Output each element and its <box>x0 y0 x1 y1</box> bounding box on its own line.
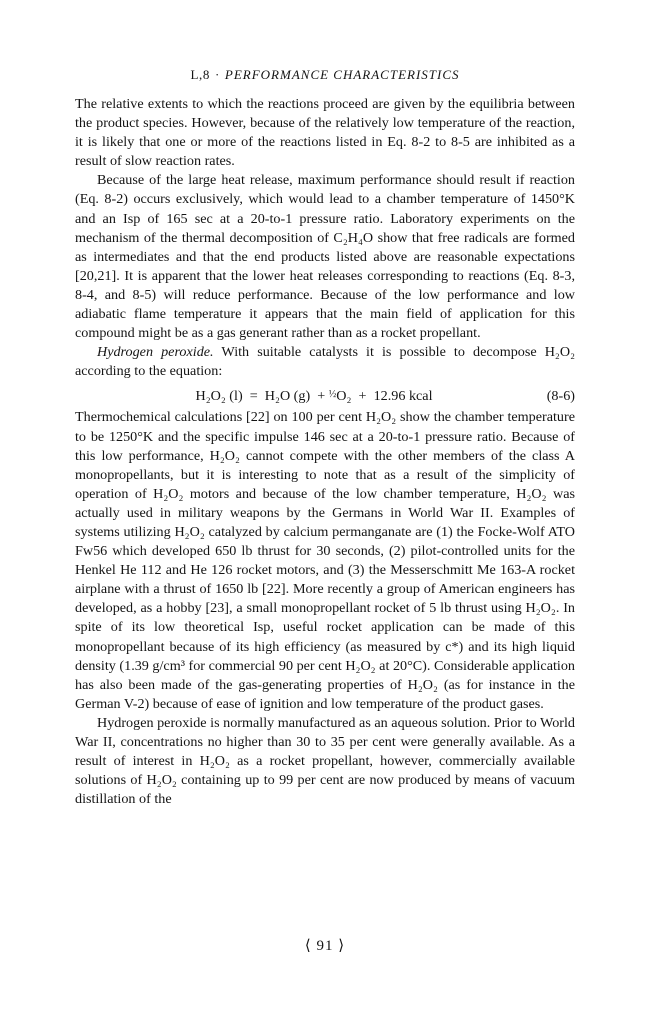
section-run-in-heading: Hydrogen peroxide. <box>97 344 214 361</box>
equation-energy: 12.96 kcal <box>373 388 433 405</box>
paragraph-thermochemical: Thermochemical calculations [22] on 100 per cent H₂O₂ show the chamber temperature to be 1250°K and the specific impulse 146 sec at a 20-to-1 pressure ratio. Because of this low performance, H₂O₂ cannot compete with the other members of the class A monopropellants, but it is interesting to note that as a result of the simplicity of operation of H₂O₂ motors and because of the low chamber temperature, H₂O₂ was actually used in military weapons by the Germans in World War II. Examples of systems utilizing H₂O₂ catalyzed by calcium permanganate are (1) the Focke-Wolf ATO Fw56 which developed 650 lb thrust for 30 seconds, (2) pilot-controlled units for the Henkel He 112 and He 126 rocket motors, and (3) the Messerschmitt Me 163-A rocket airplane with a thrust of 1650 lb [22]. More recently a group of American engineers has developed, as a hobby [23], a small monopropellant rocket of 5 lb thrust using H₂O₂. In spite of its low theoretical Isp, useful rocket application can be made of this monopropellant because of its high efficiency (as measured by c*) and its high liquid density (1.39 g/cm³ for commercial 90 per cent H₂O₂ at 20°C). Considerable application has also been made of the gas-generating properties of H₂O₂ (as for instance in the German V-2) because of ease of ignition and low temperature of the product gases. <box>75 409 575 712</box>
equation-half-fraction: ½ <box>328 389 337 401</box>
paragraph-manufacture: Hydrogen peroxide is normally manufactured as an aqueous solution. Prior to World War II, concentrations no higher than 30 to 35 per cent were generally available. As a result of interest in H₂O₂ as a rocket propellant, however, commercially available solutions of H₂O₂ containing up to 99 per cent are now produced by means of vacuum distillation of the <box>75 714 575 808</box>
header-separator: · <box>214 67 220 82</box>
paragraph-equilibria: The relative extents to which the reactions proceed are given by the equilibria between the product species. However, because of the relatively low temperature of the reaction, it is likely that one or more of the reactions listed in Eq. 8-2 to 8-5 are inhibited as a result of slow reaction rates. <box>75 96 575 170</box>
running-title: PERFORMANCE CHARACTERISTICS <box>224 67 460 82</box>
running-header <box>0 67 650 83</box>
body-text <box>75 95 575 809</box>
equation-8-6 <box>75 382 575 408</box>
paragraph-hydrogen-peroxide-intro <box>75 343 575 381</box>
equation-equals: = <box>249 388 258 405</box>
equation-plus: + <box>358 388 367 405</box>
equation-body <box>75 382 525 409</box>
equation-plus: + <box>317 388 326 405</box>
chapter-number: L,8 <box>190 67 210 82</box>
page-number: ⟨ 91 ⟩ <box>304 938 346 954</box>
equation-reactant: H₂O₂ (l) <box>195 388 243 405</box>
equation-number: (8-6) <box>546 388 575 405</box>
paragraph-hydrogen-peroxide-text: With suitable catalysts it is possible to decompose H₂O₂ according to the equation: <box>75 344 575 380</box>
paragraph-heat-release: Because of the large heat release, maximum performance should result if reaction (Eq. 8-2) occurs exclusively, which would lead to a chamber temperature of 1450°K and an Isp of 165 sec at a 20-to-1 pressure ratio. Laboratory experiments on the mechanism of the thermal decomposition of C₂H₄O show that free radicals are formed as intermediates and that the end products listed above are reasonable expectations [20,21]. It is apparent that the lower heat releases corresponding to reactions (Eq. 8-3, 8-4, and 8-5) will reduce performance. Because of the low performance and low adiabatic flame temperature it appears that the main field of application for this compound might be as a gas generant rather than as a rocket propellant. <box>75 172 575 342</box>
equation-product-water: H₂O (g) <box>264 388 311 405</box>
equation-product-oxygen: O₂ <box>336 388 352 405</box>
